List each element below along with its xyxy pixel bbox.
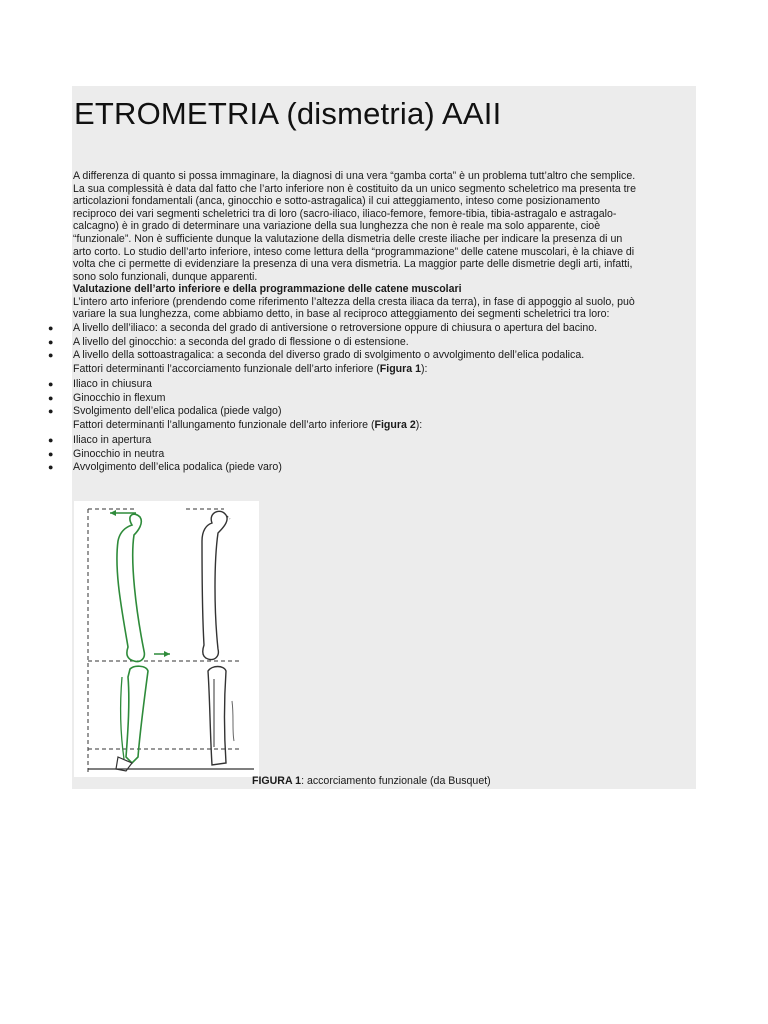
bullet-icon: ●: [48, 323, 54, 333]
bullet-icon: ●: [48, 336, 54, 347]
list-item: [48, 392, 688, 406]
list-item: [48, 336, 688, 350]
list-item: [48, 322, 688, 336]
intro-line: sono solo funzionali, dunque apparenti.: [73, 270, 258, 283]
list-item: [48, 434, 688, 448]
intro-paragraph: [73, 170, 693, 283]
factor-prefix: Fattori determinanti l’accorciamento funzionale dell’arto inferiore (: [73, 363, 380, 375]
intro-line: A differenza di quanto si possa immaginare, la diagnosi di una vera “gamba corta” è un problema tutt’altro che semplice.: [73, 170, 636, 182]
list-item-text: Svolgimento dell’elica podalica (piede valgo): [73, 405, 282, 418]
bullet-icon: ●: [48, 350, 54, 361]
figure-caption: [252, 775, 491, 787]
arrow-head-icon: [164, 651, 170, 657]
list-item-text: Ginocchio in flexum: [73, 391, 166, 404]
right-tibia: [208, 667, 226, 766]
list-item: [48, 448, 688, 462]
evaluation-section: [73, 283, 693, 321]
figure-1-illustration: [74, 501, 259, 777]
bullet-icon: ●: [48, 406, 54, 417]
figure-1-ref: Figura 1: [379, 363, 421, 375]
intro-line: articolazioni fondamentali (anca, ginocchio e sotto-astragalica) il cui atteggiamento, inteso come posizionamento: [73, 195, 601, 208]
intro-line: arto corto. Lo studio dell’arto inferiore, inteso come lettura della “programmazione” delle catene muscolari, è la chiave di: [73, 245, 635, 258]
intro-line: La sua complessità è data dal fatto che l’arto inferiore non è costituito da un unico segmento scheletrico ma presenta tre: [73, 182, 636, 195]
list-item-text: A livello dell’iliaco: a seconda del grado di antiversione o retroversione oppure di chiusura o apertura del bacino.: [73, 322, 598, 334]
bullet-icon: ●: [48, 462, 54, 473]
intro-line: volta che ci permette di evidenziare la presenza di una vera dismetria. La maggior parte delle dismetrie degli arti, infatti,: [73, 258, 633, 271]
leg-bones-sketch: [74, 501, 259, 777]
arrow-head-icon: [110, 510, 116, 516]
list-item-text: A livello del ginocchio: a seconda del grado di flessione o di estensione.: [73, 335, 409, 348]
list-item-text: Avvolgimento dell’elica podalica (piede varo): [73, 461, 282, 474]
list-item: [48, 405, 688, 419]
right-femur: [202, 511, 227, 659]
section-heading: Valutazione dell’arto inferiore e della programmazione delle catene muscolari: [73, 283, 462, 295]
shortening-factors-line: [73, 363, 427, 375]
annotation-mark: [232, 701, 234, 741]
factor-prefix: Fattori determinanti l’allungamento funzionale dell’arto inferiore (: [73, 419, 375, 431]
intro-line: “funzionale”. Non è sufficiente dunque la valutazione della dismetria delle creste iliache per indicare la presenza di un: [73, 232, 623, 245]
left-fibula: [121, 677, 124, 759]
bullet-icon: ●: [48, 392, 54, 403]
page-title: ETROMETRIA (dismetria) AAII: [74, 96, 502, 131]
figure-2-ref: Figura 2: [374, 419, 416, 431]
list-item-text: Iliaco in apertura: [73, 434, 152, 446]
list-item-text: Iliaco in chiusura: [73, 378, 152, 390]
list-item-text: Ginocchio in neutra: [73, 447, 165, 460]
bullet-icon: ●: [48, 379, 54, 389]
section-line: variare la sua lunghezza, come abbiamo detto, in base al reciproco atteggiamento dei segmenti scheletrici tra loro:: [73, 308, 610, 321]
levels-list: [48, 322, 688, 363]
bullet-icon: ●: [48, 435, 54, 445]
section-line: L’intero arto inferiore (prendendo come riferimento l’altezza della cresta iliaca da terra), in fase di appoggio al suolo, può: [73, 295, 635, 308]
bullet-icon: ●: [48, 448, 54, 459]
intro-line: calcagno) è in grado di determinare una variazione della sua lunghezza che non è reale ma solo apparente, cioè: [73, 220, 601, 233]
list-item: [48, 461, 688, 475]
intro-line: reciproco dei vari segmenti scheletrici tra di loro (sacro-iliaco, iliaco-femore, femore-tibia, tibia-astragalo e astragalo-: [73, 207, 617, 220]
list-item: [48, 378, 688, 392]
list-item-text: A livello della sottoastragalica: a seconda del diverso grado di svolgimento o avvolgimento dell’elica podalica.: [73, 349, 585, 362]
lengthening-factors-line: [73, 419, 422, 431]
caption-label: FIGURA 1: [252, 775, 302, 787]
left-femur: [117, 514, 144, 661]
left-tibia: [126, 666, 148, 763]
shortening-list: [48, 378, 688, 419]
factor-suffix: ):: [415, 419, 423, 431]
lengthening-list: [48, 434, 688, 475]
list-item: [48, 349, 688, 363]
factor-suffix: ):: [421, 363, 428, 375]
caption-text: : accorciamento funzionale (da Busquet): [301, 775, 491, 787]
